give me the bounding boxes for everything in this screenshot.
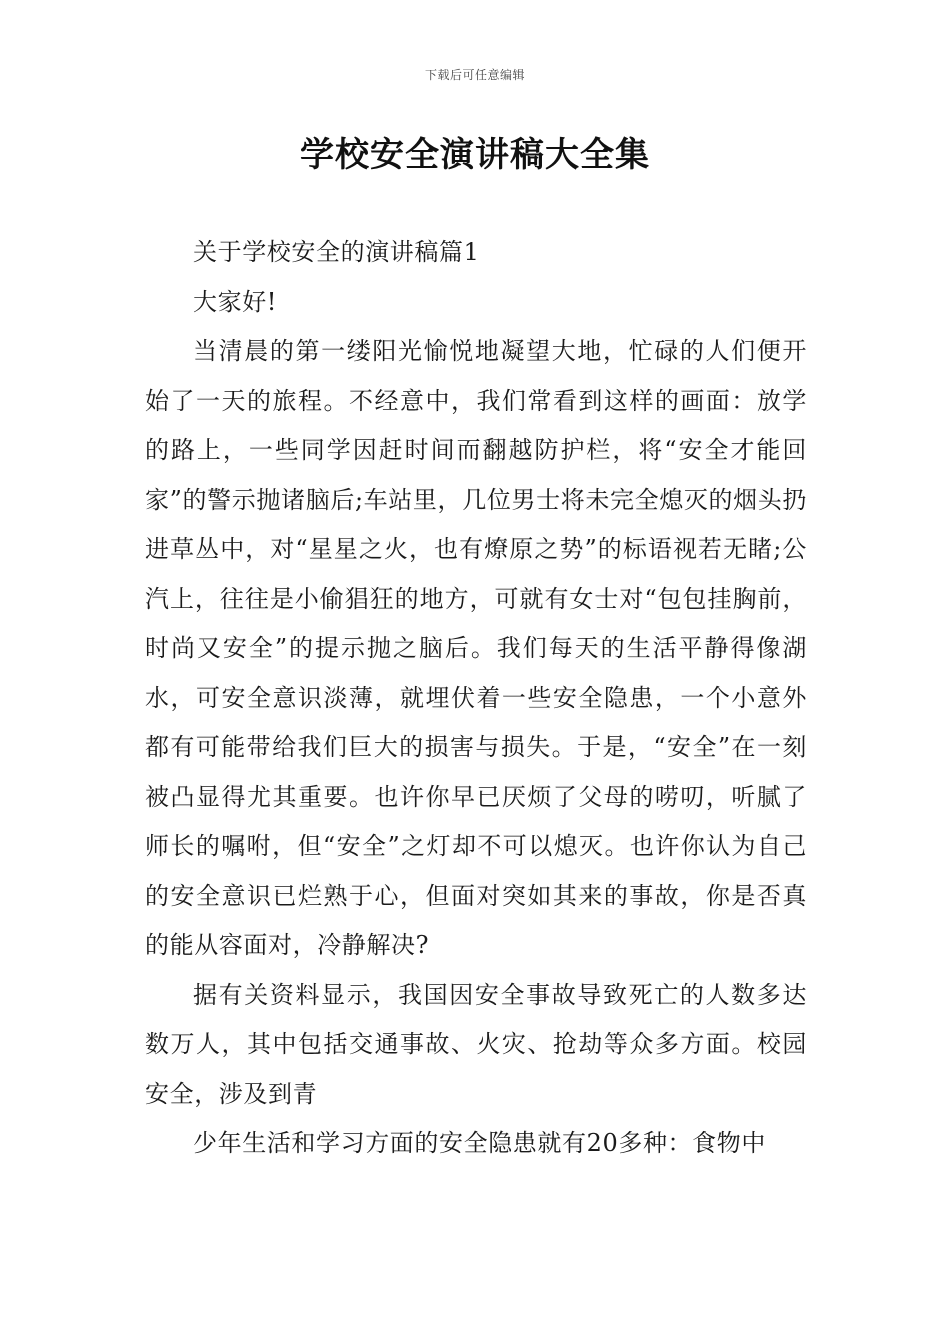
document-body — [145, 228, 807, 1169]
body-paragraph: 据有关资料显示，我国因安全事故导致死亡的人数多达数万人，其中包括交通事故、火灾、抢劫等众多方面。校园安全，涉及到青 — [145, 980, 807, 1108]
body-paragraph: 少年生活和学习方面的安全隐患就有20多种：食物中 — [193, 1129, 766, 1157]
body-paragraph: 当清晨的第一缕阳光愉悦地凝望大地，忙碌的人们便开始了一天的旅程。不经意中，我们常看到这样的画面：放学的路上，一些同学因赶时间而翻越防护栏，将“安全才能回家”的警示抛诸脑后;车站里，几位男士将未完全熄灭的烟头扔进草丛中，对“星星之火，也有燎原之势”的标语视若无睹;公汽上，往往是小偷猖狂的地方，可就有女士对“包包挂胸前，时尚又安全”的提示抛之脑后。我们每天的生活平静得像湖水，可安全意识淡薄，就埋伏着一些安全隐患，一个小意外都有可能带给我们巨大的损害与损失。于是，“安全”在一刻被凸显得尤其重要。也许你早已厌烦了父母的唠叨，听腻了师长的嘱咐，但“安全”之灯却不可以熄灭。也许你认为自己的安全意识已烂熟于心，但面对突如其来的事故，你是否真的能从容面对，冷静解决? — [145, 337, 807, 959]
header-note: 下载后可任意编辑 — [424, 68, 525, 82]
section-heading: 关于学校安全的演讲稿篇1 — [193, 238, 480, 266]
document-title: 学校安全演讲稿大全集 — [300, 135, 650, 175]
greeting-paragraph: 大家好! — [193, 287, 278, 316]
